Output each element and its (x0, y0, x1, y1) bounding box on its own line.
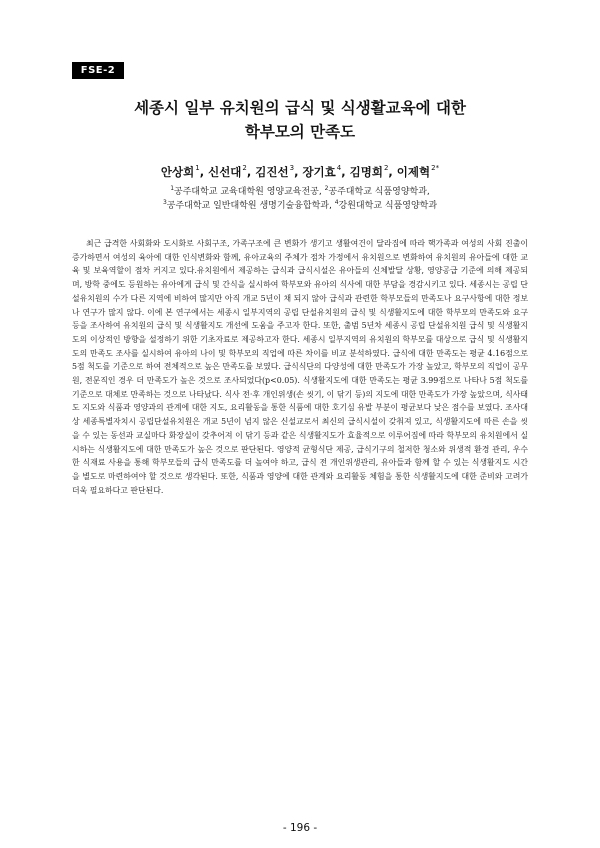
author: 이제혁$^{2*}$ (396, 164, 440, 179)
page-number: - 196 - (282, 822, 318, 834)
paper-title-line-2: 학부모의 만족도 (244, 123, 356, 141)
abstract-body: 최근 급격한 사회화와 도시화로 사회구조, 가족구조에 큰 변화가 생기고 생활여건이 달라짐에 따라 핵가족과 여성의 사회 진출이 증가하면서 여성의 육아에 대한 인식변화와 함께, 유아교육의 주체가 점차 가정에서 유치원으로 변화하여 유치원의 유아들에 대한 교육 및 보육역할이 점차 커지고 있다.유치원에서 제공하는 급식과 급식시설은 유아들의 신체발달 상황, 영양공급 기준에 의해 제공되며, 방학 중에도 등원하는 유아에게 급식 및 간식을 실시하여 학부모와 유아의 식사에 대한 부담을 경감시키고 있다. 세종시는 공립 단설유치원의 수가 다른 지역에 비하여 많지만 아직 개교 5년이 채 되지 않아 급식과 관련한 학부모들의 만족도나 요구사항에 대한 정보나 연구가 많지 않다. 이에 본 연구에서는 세종시 일부지역의 공립 단설유치원의 급식 및 식생활지도에 대한 학부모의 만족도와 요구 등을 조사하여 유치원의 급식 및 식생활지도 개선에 도움을 주고자 한다. 또한, 출범 5년차 세종시 공립 단설유치원 급식 및 식생활지도의 이상적인 방향을 설정하기 위한 기초자료로 제공하고자 한다. 세종시 일부지역의 유치원의 학부모를 대상으로 급식 및 식생활지도의 만족도 조사를 실시하여 유아의 나이 및 학부모의 직업에 따른 차이를 비교 분석하였다. 급식에 대한 만족도는 평균 4.16점으로 5점 척도를 기준으로 하여 전체적으로 높은 만족도를 보였다. 급식식단의 다양성에 대한 만족도가 가장 높았고, 학부모의 직업이 공무원, 전문직인 경우 더 만족도가 높은 것으로 조사되었다(p<0.05). 식생활지도에 대한 만족도는 평균 3.99점으로 나타나 5점 척도를 기준으로 대체로 만족하는 것으로 나타났다. 식사 전·후 개인위생(손 씻기, 이 닦기 등)의 지도에 대한 만족도가 가장 높았으며, 식사태도 지도와 식품과 영양과의 관계에 대한 지도, 요리활동을 통한 식품에 대한 호기심 유발 부분이 평균보다 낮은 점수를 보였다. 조사대상 세종특별자치시 공립단설유치원은 개교 5년이 넘지 않은 신설교로서 최신의 급식시설이 갖춰져 있고, 식생활지도에 따른 손을 씻을 수 있는 동선과 교실마다 화장실이 갖추어져 이 닦기 등과 같은 식생활지도가 효율적으로 이루어짐에 따라 학부모의 유치원에서 실시하는 식생활지도에 대한 만족도가 높은 것으로 판단된다. 영양적 균형식단 제공, 급식기구의 철저한 청소와 위생적 환경 관리, 우수한 식재료 사용을 통해 학부모들의 급식 만족도를 더 높여야 하고, 급식 전 개인위생관리, 유아들과 함께 할 수 있는 식생활지도 시간을 별도로 마련하여야 할 것으로 생각된다. 또한, 식품과 영양에 대한 관계와 요리활동 체험을 통한 식생활지도에 대한 준비와 고려가 더욱 필요하다고 판단된다. (72, 239, 528, 495)
affiliation-line-1: $^1$공주대학교 교육대학원 영양교육전공, $^2$공주대학교 식품영양학과, (170, 185, 430, 197)
author: 김진선$^3$ (255, 164, 295, 179)
affiliation-line-2: $^3$공주대학교 일반대학원 생명기술융합학과, $^4$강원대학교 식품영양학과 (162, 199, 438, 211)
author: 김명희$^2$ (349, 164, 389, 179)
paper-title-line-1: 세종시 일부 유치원의 급식 및 식생활교육에 대한 (134, 99, 466, 117)
author: 장기효$^4$ (302, 164, 342, 179)
author-list: 안상희$^1$, 신선대$^2$, 김진선$^3$, 장기효$^4$, 김명희$^2$, 이제혁$^{2*}$ (160, 164, 440, 179)
session-tag: FSE-2 (72, 62, 124, 79)
author: 안상희$^1$ (160, 164, 200, 179)
author: 신선대$^2$ (208, 164, 247, 179)
